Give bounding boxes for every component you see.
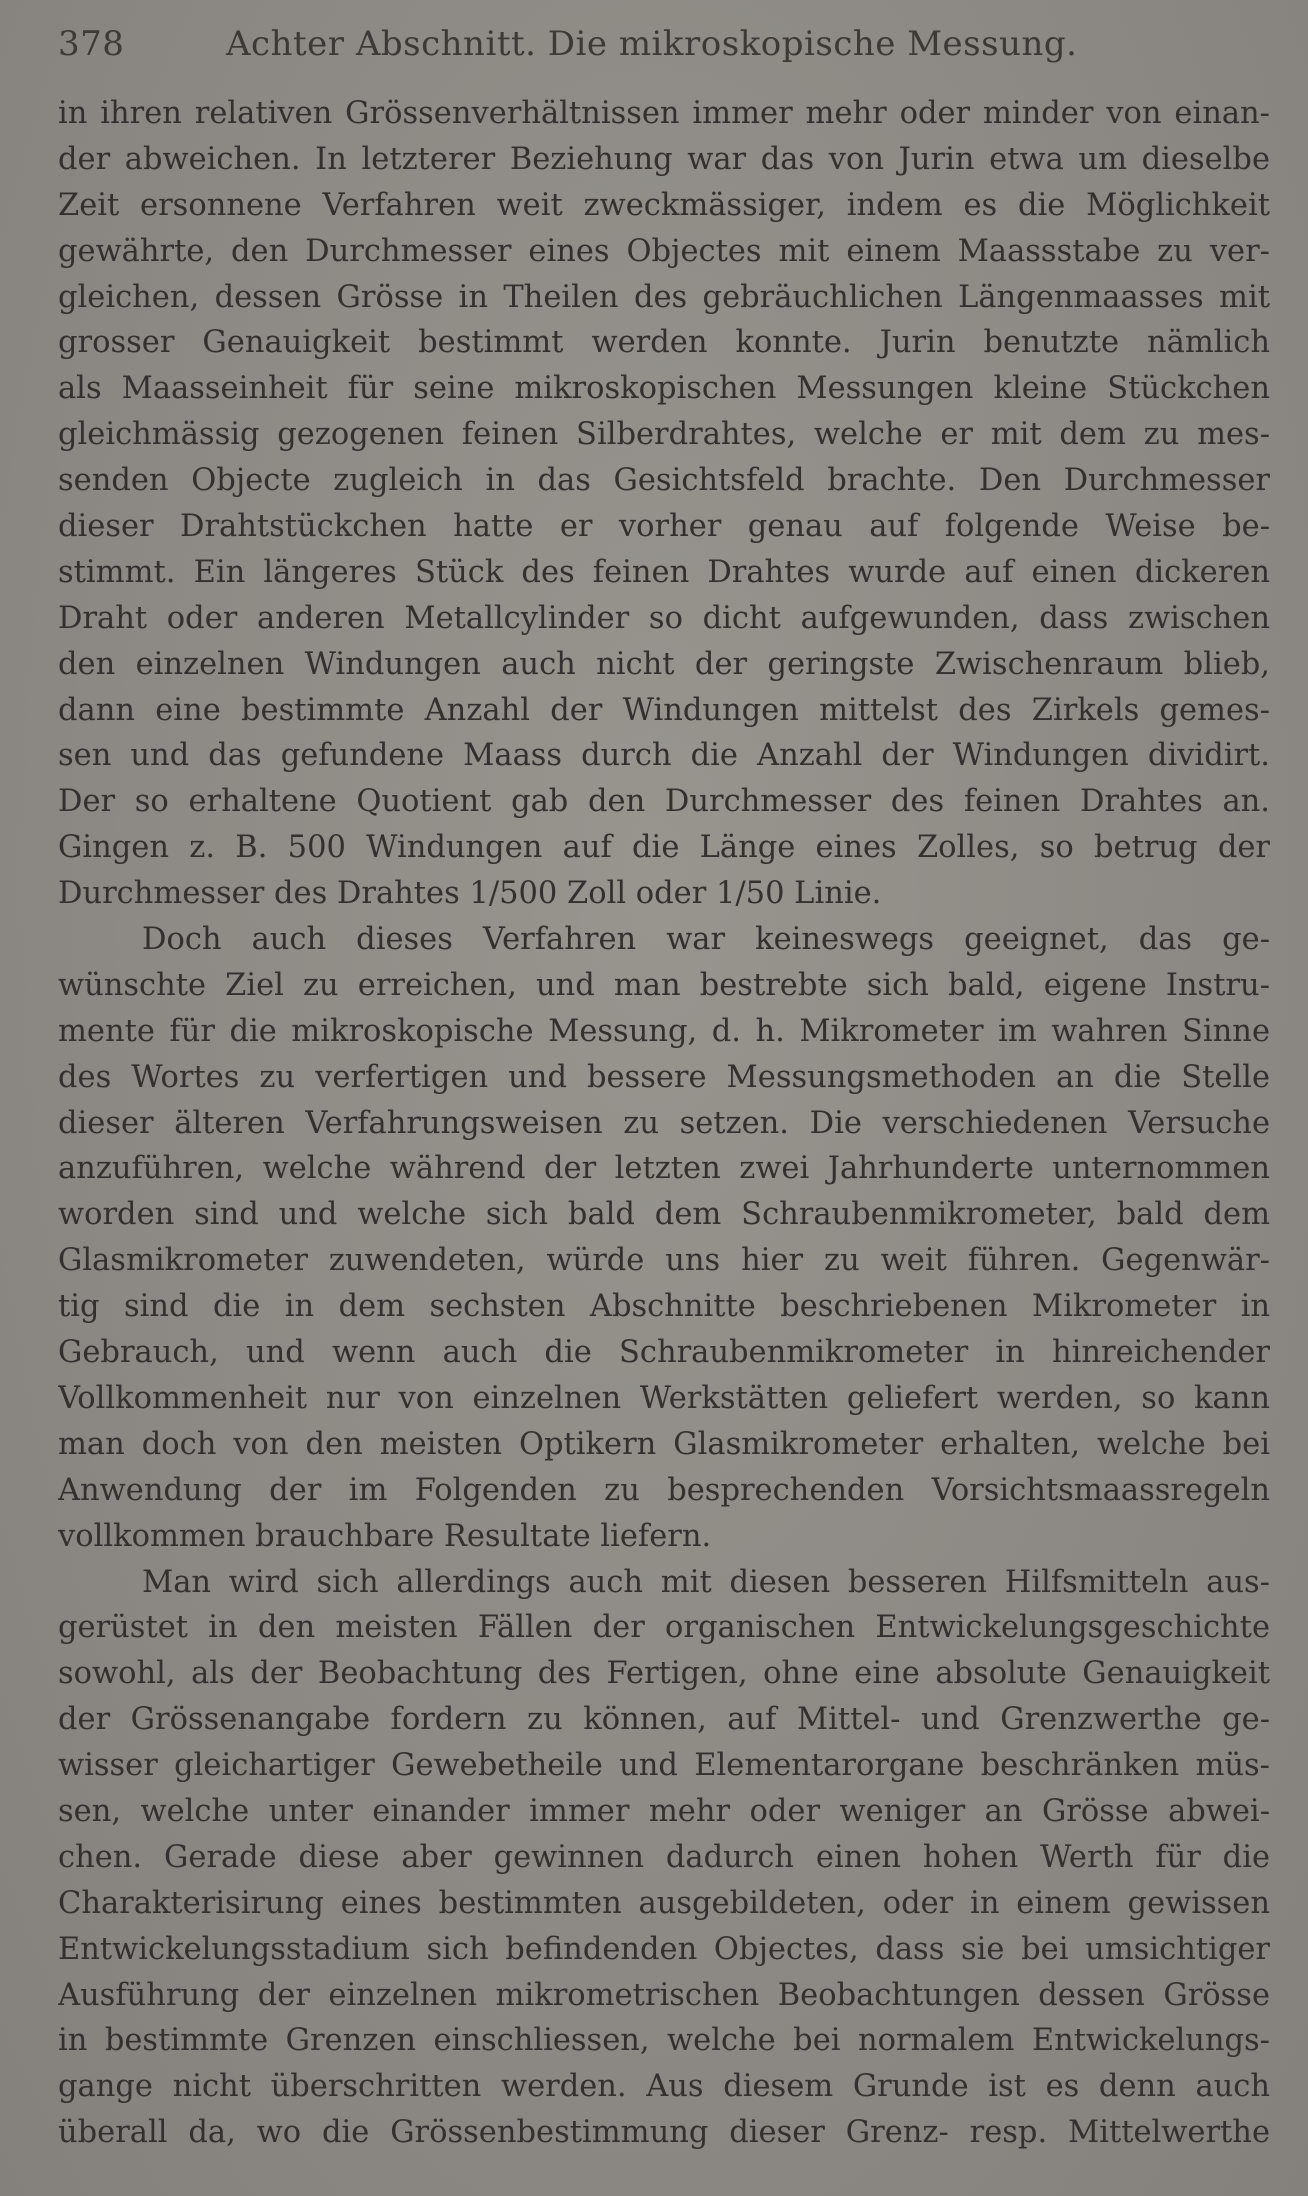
text-line: gange nicht überschritten werden. Aus diesem Grunde ist es denn auch xyxy=(58,2069,1270,2105)
running-title: Achter Abschnitt. Die mikroskopische Messung. xyxy=(226,24,1078,64)
text-line: chen. Gerade diese aber gewinnen dadurch einen hohen Werth für die xyxy=(58,1839,1270,1875)
text-line: Gebrauch, und wenn auch die Schraubenmikrometer in hinreichender xyxy=(58,1335,1270,1371)
text-line: wünschte Ziel zu erreichen, und man bestrebte sich bald, eigene Instru- xyxy=(58,967,1270,1003)
text-line: des Wortes zu verfertigen und bessere Messungsmethoden an die Stelle xyxy=(58,1059,1270,1095)
text-line: in ihren relativen Grössenverhältnissen immer mehr oder minder von einan- xyxy=(58,96,1270,131)
text-line: Vollkommenheit nur von einzelnen Werkstätten geliefert werden, so kann xyxy=(58,1380,1270,1416)
text-line-paragraph-end: vollkommen brauchbare Resultate liefern. xyxy=(58,1518,712,1554)
text-line: gewährte, den Durchmesser eines Objectes mit einem Maassstabe zu ver- xyxy=(58,233,1270,269)
text-line: gleichmässig gezogenen feinen Silberdrahtes, welche er mit dem zu mes- xyxy=(58,417,1270,453)
text-line-paragraph-start: Doch auch dieses Verfahren war keineswegs geeignet, das ge- xyxy=(142,922,1270,958)
text-line: Zeit ersonnene Verfahren weit zweckmässiger, indem es die Möglichkeit xyxy=(58,187,1270,223)
text-line: tig sind die in dem sechsten Abschnitte beschriebenen Mikrometer in xyxy=(58,1289,1270,1325)
body-text xyxy=(58,91,1270,2156)
text-line: mente für die mikroskopische Messung, d. h. Mikrometer im wahren Sinne xyxy=(58,1013,1270,1049)
text-line: Anwendung der im Folgenden zu besprechenden Vorsichtsmaassregeln xyxy=(58,1472,1270,1508)
text-line: Ausführung der einzelnen mikrometrischen Beobachtungen dessen Grösse xyxy=(58,1977,1270,2013)
text-line: Entwickelungsstadium sich befindenden Objectes, dass sie bei umsichtiger xyxy=(58,1931,1270,1967)
text-line: dieser älteren Verfahrungsweisen zu setzen. Die verschiedenen Versuche xyxy=(58,1105,1270,1141)
text-line: gleichen, dessen Grösse in Theilen des gebräuchlichen Längenmaasses mit xyxy=(58,279,1270,315)
text-line: dieser Drahtstückchen hatte er vorher genau auf folgende Weise be- xyxy=(58,509,1270,545)
text-line: gerüstet in den meisten Fällen der organischen Entwickelungsgeschichte xyxy=(58,1610,1270,1646)
text-line-paragraph-start: Man wird sich allerdings auch mit diesen besseren Hilfsmitteln aus- xyxy=(142,1564,1270,1600)
text-line: Gingen z. B. 500 Windungen auf die Länge eines Zolles, so betrug der xyxy=(58,830,1270,866)
text-line: den einzelnen Windungen auch nicht der geringste Zwischenraum blieb, xyxy=(58,646,1270,682)
text-line: senden Objecte zugleich in das Gesichtsfeld brachte. Den Durchmesser xyxy=(58,463,1270,499)
text-line: anzuführen, welche während der letzten zwei Jahrhunderte unternommen xyxy=(58,1151,1270,1187)
text-line: man doch von den meisten Optikern Glasmikrometer erhalten, welche bei xyxy=(58,1426,1270,1462)
text-line: der Grössenangabe fordern zu können, auf Mittel- und Grenzwerthe ge- xyxy=(58,1702,1270,1738)
text-line: stimmt. Ein längeres Stück des feinen Drahtes wurde auf einen dickeren xyxy=(58,554,1270,590)
text-line: dann eine bestimmte Anzahl der Windungen mittelst des Zirkels gemes- xyxy=(58,692,1270,728)
text-line: grosser Genauigkeit bestimmt werden konnte. Jurin benutzte nämlich xyxy=(58,325,1270,361)
text-line: sowohl, als der Beobachtung des Fertigen, ohne eine absolute Genauigkeit xyxy=(58,1656,1270,1692)
text-line: Der so erhaltene Quotient gab den Durchmesser des feinen Drahtes an. xyxy=(58,784,1270,820)
text-line-paragraph-end: Durchmesser des Drahtes 1/500 Zoll oder 1/50 Linie. xyxy=(58,876,882,912)
text-line: worden sind und welche sich bald dem Schraubenmikrometer, bald dem xyxy=(58,1197,1270,1233)
text-line: der abweichen. In letzterer Beziehung war das von Jurin etwa um dieselbe xyxy=(58,141,1270,177)
text-line: sen, welche unter einander immer mehr oder weniger an Grösse abwei- xyxy=(58,1793,1270,1829)
page-number: 378 xyxy=(58,24,125,64)
text-line: Glasmikrometer zuwendeten, würde uns hier zu weit führen. Gegenwär- xyxy=(58,1243,1270,1279)
text-line: sen und das gefundene Maass durch die Anzahl der Windungen dividirt. xyxy=(58,738,1270,774)
page-header xyxy=(58,14,1258,74)
text-line: in bestimmte Grenzen einschliessen, welche bei normalem Entwickelungs- xyxy=(58,2023,1270,2059)
text-line: als Maasseinheit für seine mikroskopischen Messungen kleine Stückchen xyxy=(58,371,1270,407)
text-line: Charakterisirung eines bestimmten ausgebildeten, oder in einem gewissen xyxy=(58,1885,1270,1921)
text-line: wisser gleichartiger Gewebetheile und Elementarorgane beschränken müs- xyxy=(58,1748,1270,1784)
text-line: überall da, wo die Grössenbestimmung dieser Grenz- resp. Mittelwerthe xyxy=(58,2115,1270,2151)
text-line: Draht oder anderen Metallcylinder so dicht aufgewunden, dass zwischen xyxy=(58,600,1270,636)
